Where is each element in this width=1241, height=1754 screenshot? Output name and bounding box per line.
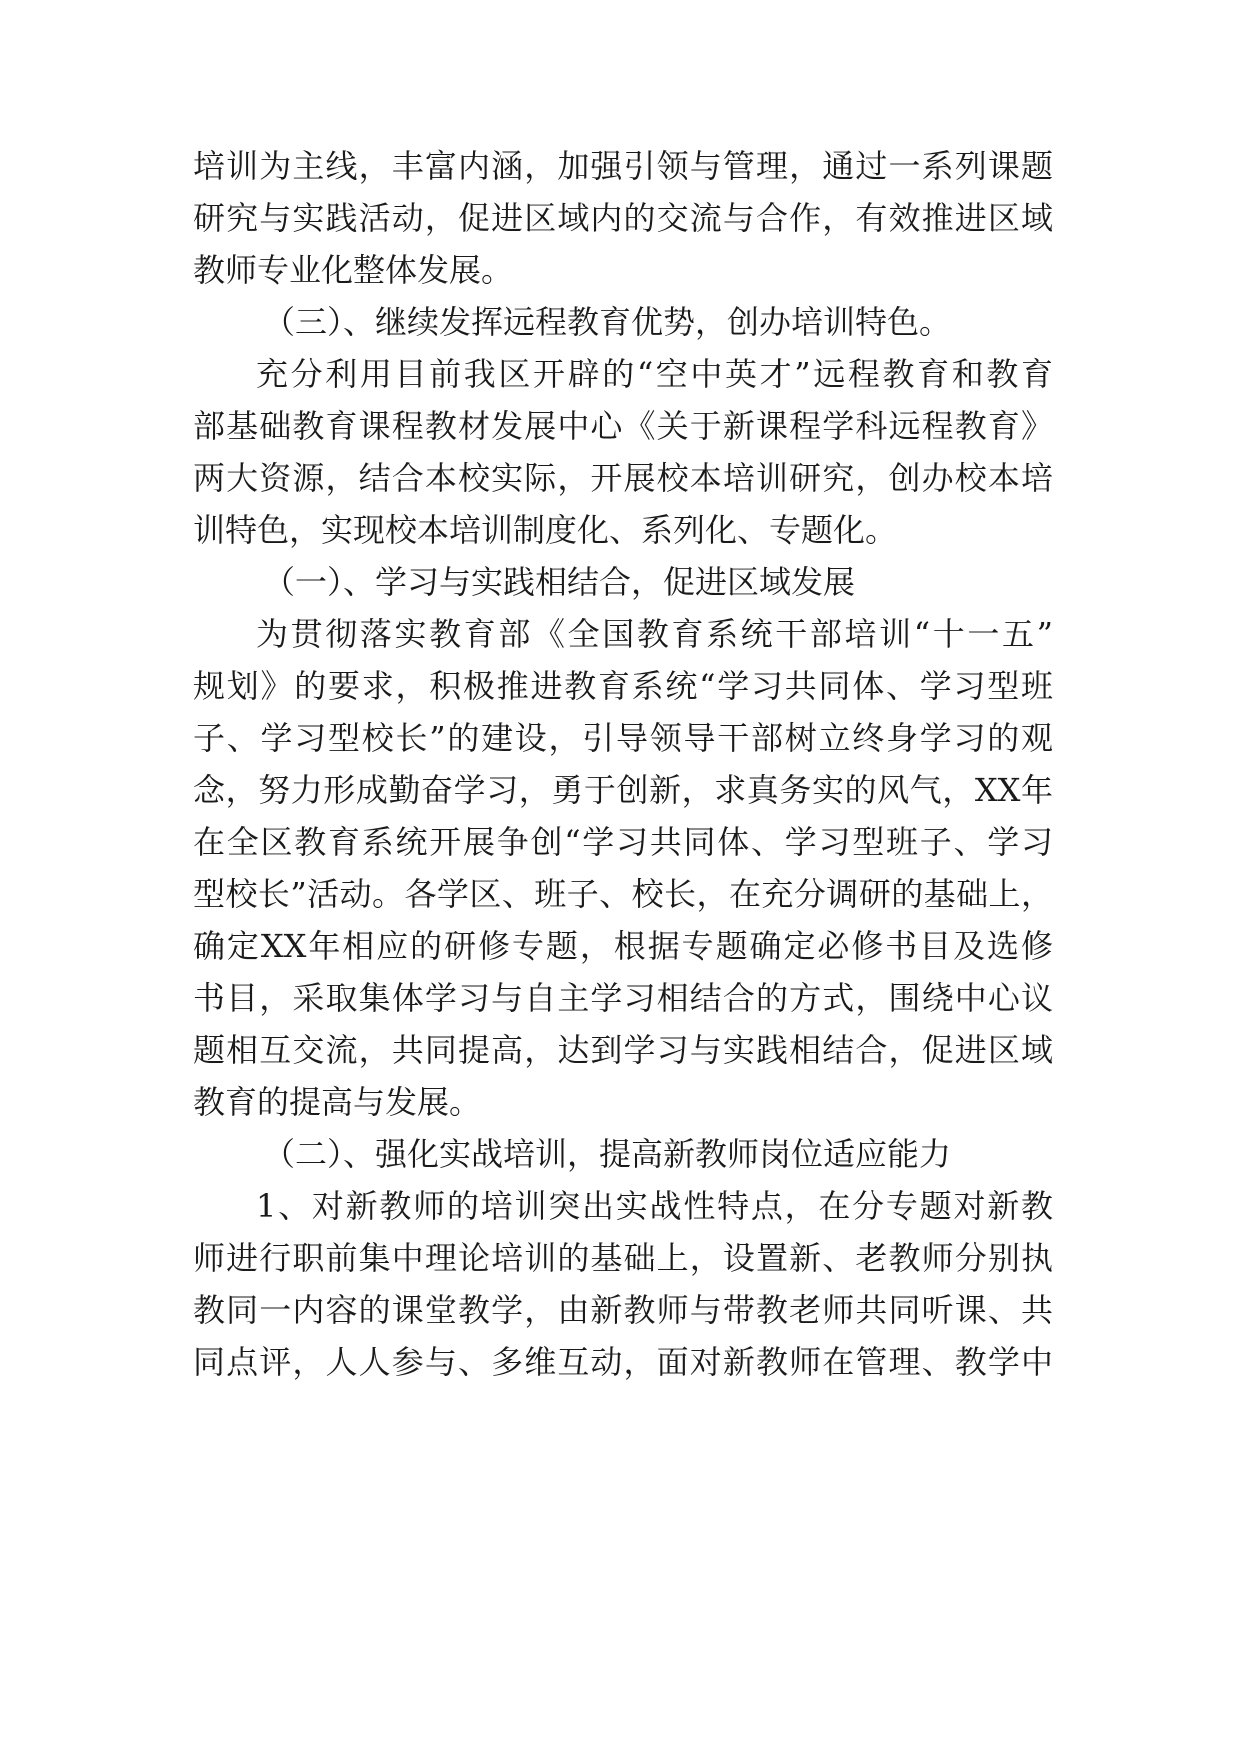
text-line: 训特色，实现校本培训制度化、系列化、专题化。 [193,511,898,549]
text-line: 1、对新教师的培训突出实战性特点，在分专题对新教 [256,1187,1053,1225]
text-line: 充分利用目前我区开辟的“空中英才”远程教育和教育 [256,355,1053,393]
text-line: 在全区教育系统开展争创“学习共同体、学习型班子、学习 [193,823,1053,861]
section-heading: （二）、强化实战培训，提高新教师岗位适应能力 [263,1135,952,1173]
text-line: 规划》的要求，积极推进教育系统“学习共同体、学习型班 [193,667,1053,705]
text-line: 师进行职前集中理论培训的基础上，设置新、老教师分别执 [193,1239,1053,1277]
text-line: 教同一内容的课堂教学，由新教师与带教老师共同听课、共 [193,1291,1053,1329]
text-line: 研究与实践活动，促进区域内的交流与合作，有效推进区域 [193,199,1053,237]
text-line: 部基础教育课程教材发展中心《关于新课程学科远程教育》 [193,407,1053,445]
text-line: 念，努力形成勤奋学习，勇于创新，求真务实的风气，XX年 [193,771,1053,809]
text-line: 教育的提高与发展。 [193,1083,482,1121]
section-heading: （一）、学习与实践相结合，促进区域发展 [263,563,856,601]
section-heading: （三）、继续发挥远程教育优势，创办培训特色。 [263,303,952,341]
text-line: 两大资源，结合本校实际，开展校本培训研究，创办校本培 [193,459,1053,497]
text-line: 培训为主线，丰富内涵，加强引领与管理，通过一系列课题 [193,147,1053,185]
text-line: 书目，采取集体学习与自主学习相结合的方式，围绕中心议 [193,979,1053,1017]
text-line: 教师专业化整体发展。 [193,251,514,289]
text-line: 型校长”活动。各学区、班子、校长，在充分调研的基础上， [193,875,1053,913]
text-line: 同点评，人人参与、多维互动，面对新教师在管理、教学中 [193,1343,1053,1381]
text-line: 子、学习型校长”的建设，引导领导干部树立终身学习的观 [193,719,1053,757]
text-line: 确定XX年相应的研修专题，根据专题确定必修书目及选修 [193,927,1053,965]
text-line: 题相互交流，共同提高，达到学习与实践相结合，促进区域 [193,1031,1053,1069]
text-line: 为贯彻落实教育部《全国教育系统干部培训“十一五” [256,615,1053,653]
